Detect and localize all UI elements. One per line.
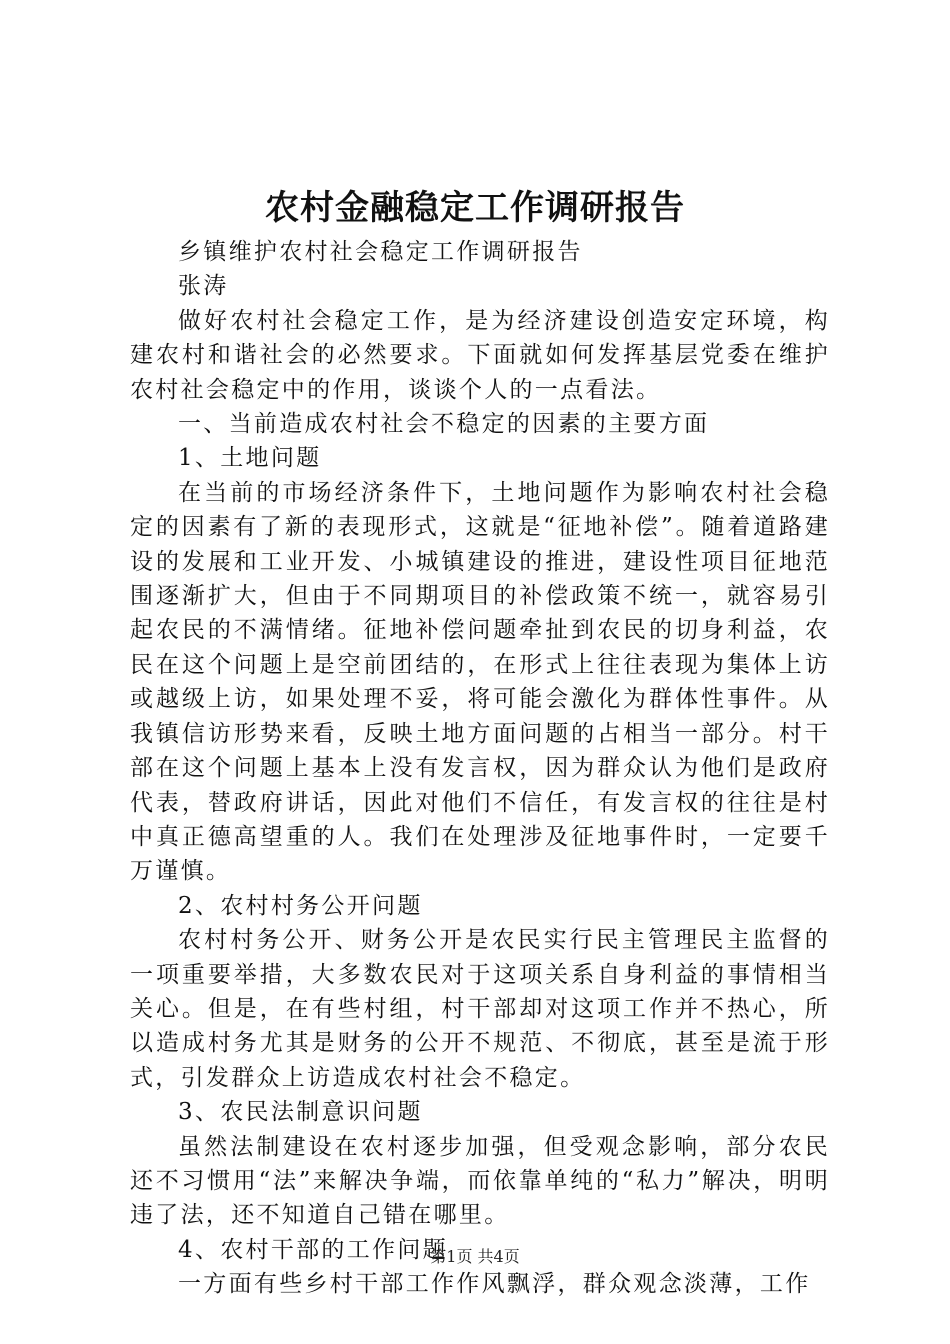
document-body	[130, 235, 830, 1302]
page-footer: 第1页 共4页	[430, 1247, 520, 1266]
body-paragraph: 在当前的市场经济条件下，土地问题作为影响农村社会稳定的因素有了新的表现形式，这就是“征地补偿”。随着道路建设的发展和工业开发、小城镇建设的推进，建设性项目征地范围逐渐扩大，但由于不同期项目的补偿政策不统一，就容易引起农民的不满情绪。征地补偿问题牵扯到农民的切身利益，农民在这个问题上是空前团结的，在形式上往往表现为集体上访或越级上访，如果处理不妥，将可能会激化为群体性事件。从我镇信访形势来看，反映土地方面问题的占相当一部分。村干部在这个问题上基本上没有发言权，因为群众认为他们是政府代表，替政府讲话，因此对他们不信任，有发言权的往往是村中真正德高望重的人。我们在处理涉及征地事件时，一定要千万谨慎。	[130, 479, 830, 885]
subsection-heading: 3、农民法制意识问题	[178, 1099, 423, 1126]
subsection-heading: 4、农村干部的工作问题	[178, 1236, 448, 1263]
section-heading: 一、当前造成农村社会不稳定的因素的主要方面	[178, 411, 710, 438]
document-title: 农村金融稳定工作调研报告	[265, 188, 685, 228]
body-paragraph: 农村村务公开、财务公开是农民实行民主管理民主监督的一项重要举措，大多数农民对于这项关系自身利益的事情相当关心。但是，在有些村组，村干部却对这项工作并不热心，所以造成村务尤其是财务的公开不规范、不彻底，甚至是流于形式，引发群众上访造成农村社会不稳定。	[130, 927, 830, 1091]
body-paragraph: 一方面有些乡村干部工作作风飘浮，群众观念淡薄，工作	[178, 1271, 811, 1298]
author-paragraph: 张涛	[178, 273, 229, 300]
body-paragraph: 虽然法制建设在农村逐步加强，但受观念影响，部分农民还不习惯用“法”来解决争端，而依靠单纯的“私力”解决，明明违了法，还不知道自己错在哪里。	[130, 1133, 830, 1229]
intro-paragraph: 做好农村社会稳定工作，是为经济建设创造安定环境，构建农村和谐社会的必然要求。下面就如何发挥基层党委在维护农村社会稳定中的作用，谈谈个人的一点看法。	[130, 307, 830, 403]
subsection-heading: 1、土地问题	[178, 445, 322, 472]
subsection-heading: 2、农村村务公开问题	[178, 892, 423, 919]
subtitle-paragraph: 乡镇维护农村社会稳定工作调研报告	[178, 239, 583, 265]
